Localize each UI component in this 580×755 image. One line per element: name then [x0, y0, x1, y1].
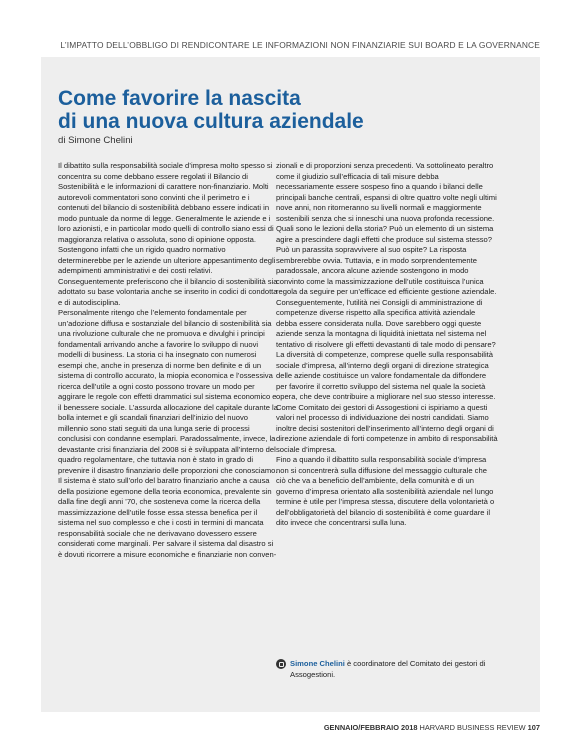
- article-title: [58, 87, 518, 133]
- page-footer: [324, 723, 540, 732]
- author-name: Simone Chelini: [290, 659, 345, 668]
- page-number: 107: [527, 723, 540, 732]
- article-title-line-1: Come favorire la nascita: [58, 87, 301, 110]
- author-bio: [276, 659, 506, 680]
- author-bio-text: [290, 659, 506, 680]
- text-column-right: [276, 161, 498, 529]
- article-title-line-2: di una nuova cultura aziendale: [58, 110, 364, 133]
- paragraph: Il sistema è stato sull’orlo del baratro finanziario anche a causa della posizione egemone della teoria economica, prevalente sin dalla fine degli anni ’70, che sosteneva come la ricerca della massimizzazione dell’utile fosse essa stessa benefica per il sistema nel suo complesso e che i costi in termini di mancata responsabilità sociale che ne derivavano dovessero essere considerati come marginali. Per salvare il sistema dal disastro si è dovuti ricorrere a misure economiche e finanziarie non conven-: [58, 476, 277, 559]
- paragraph: zionali e di proporzioni senza precedenti. Va sottolineato peraltro come il giudizio sull’efficacia di tali misure debba necessariamente essere sospeso fino a quando i bilanci delle principali banche centrali, espansi di oltre quattro volte negli ultimi nove anni, non ritorneranno su livelli normali e maggiormente sostenibili senza che si inneschi una nuova profonda recessione.: [276, 161, 497, 223]
- paragraph: Il dibattito sulla responsabilità sociale d’impresa molto spesso si concentra su come debbano essere regolati il Bilancio di Sostenibilità e le informazioni di carattere non-finanziario. Molti autorevoli commentatori sono convinti che il perimetro e i contenuti del bilancio di sostenibilità debbano essere indicati in modo puntuale da norme di legge. Generalmente le aziende e i loro azionisti, e in particolar modo quelli di controllo siano essi di maggioranza relativa o assoluta, sono di opinione opposta. Sostengono infatti che un rigido quadro normativo determinerebbe per le aziende un ulteriore appesantimento degli adempimenti amministrativi e dei costi relativi. Conseguentemente preferiscono che il bilancio di sostenibilità sia adottato su base volontaria anche se inserito in codici di condotta e di autodisciplina.: [58, 161, 278, 307]
- author-icon: [276, 659, 286, 669]
- byline: di Simone Chelini: [58, 135, 133, 146]
- text-column-left: [58, 161, 278, 560]
- author-description: è coordinatore del Comitato dei gestori di Assogestioni.: [290, 659, 486, 679]
- paragraph: Quali sono le lezioni della storia? Può un elemento di un sistema agire a prescindere dagli effetti che produce sul sistema stesso? Può un parassita sopravvivere al suo ospite? La risposta sembrerebbe ovvia. Tuttavia, e in modo sorprendentemente paradossale, ancora alcune aziende sostengono in modo convinto come la massimizzazione dell’utile costituisca l’unica regola da seguire per un’efficace ed efficiente gestione aziendale. Conseguentemente, l’utilità nei Consigli di amministrazione di competenze diverse rispetto alla specifica attività aziendale debba essere considerata nulla. Dove sarebbero oggi queste aziende senza la montagna di liquidità iniettata nel sistema nel tentativo di risolvere gli effetti devastanti di tale modo di pensare?: [276, 224, 497, 349]
- publication-name: HARVARD BUSINESS REVIEW: [417, 723, 528, 732]
- paragraph: Personalmente ritengo che l’elemento fondamentale per un’adozione diffusa e sostanziale del bilancio di sostenibilità sia una rivoluzione culturale che ne promuova e divulghi i principi fondamentali arrivando anche a favorire lo sviluppo di nuovi modelli di business. La storia ci ha insegnato con numerosi esempi che, anche in presenza di norme ben definite e di un sistema di controllo accurato, la miopia economica e l’ossessiva ricerca dell’utile a ogni costo possono trovare un modo per aggirare le regole con effetti drammatici sul sistema economico e il benessere sociale. L’assurda allocazione del capitale durante la bolla internet e gli scandali finanziari dell’inizio del nuovo millennio sono stati seguiti da una lunga serie di processi conclusisi con condanne esemplari. Paradossalmente, invece, la devastante crisi finanziaria del 2008 si è sviluppata all’interno del quadro regolamentare, che tuttavia non è stato in grado di prevenire il disastro finanziario delle proporzioni che conosciamo.: [58, 308, 278, 475]
- running-header: L’IMPATTO DELL’OBBLIGO DI RENDICONTARE LE INFORMAZIONI NON FINANZIARIE SUI BOARD E LA GOVERNANCE: [60, 40, 540, 50]
- paragraph: Fino a quando il dibattito sulla responsabilità sociale d’impresa non si concentrerà sulla diffusione del messaggio culturale che ciò che va a beneficio dell’ambiente, della comunità e di un governo d’impresa orientato alla sostenibilità aziendale nel lungo termine è utile per l’impresa stessa, discutere della volontarietà o dell’obbligatorietà del bilancio di sostenibilità è come guardare il dito invece che concentrarsi sulla luna.: [276, 455, 495, 527]
- paragraph: La diversità di competenze, comprese quelle sulla responsabilità sociale d’impresa, all’interno degli organi di direzione strategica delle aziende costituisce un valore fondamentale da diffondere per favorire il corretto sviluppo del sistema nel quale la società opera, che deve contribuire a migliorare nel suo stesso interesse. Come Comitato dei gestori di Assogestioni ci ispiriamo a questi valori nel processo di individuazione dei nostri candidati. Siamo inoltre decisi sostenitori dell’inserimento all’interno degli organi di direzione aziendale di forti competenze in ambito di responsabilità sociale d’impresa.: [276, 350, 498, 454]
- issue-date: GENNAIO/FEBBRAIO 2018: [323, 723, 418, 732]
